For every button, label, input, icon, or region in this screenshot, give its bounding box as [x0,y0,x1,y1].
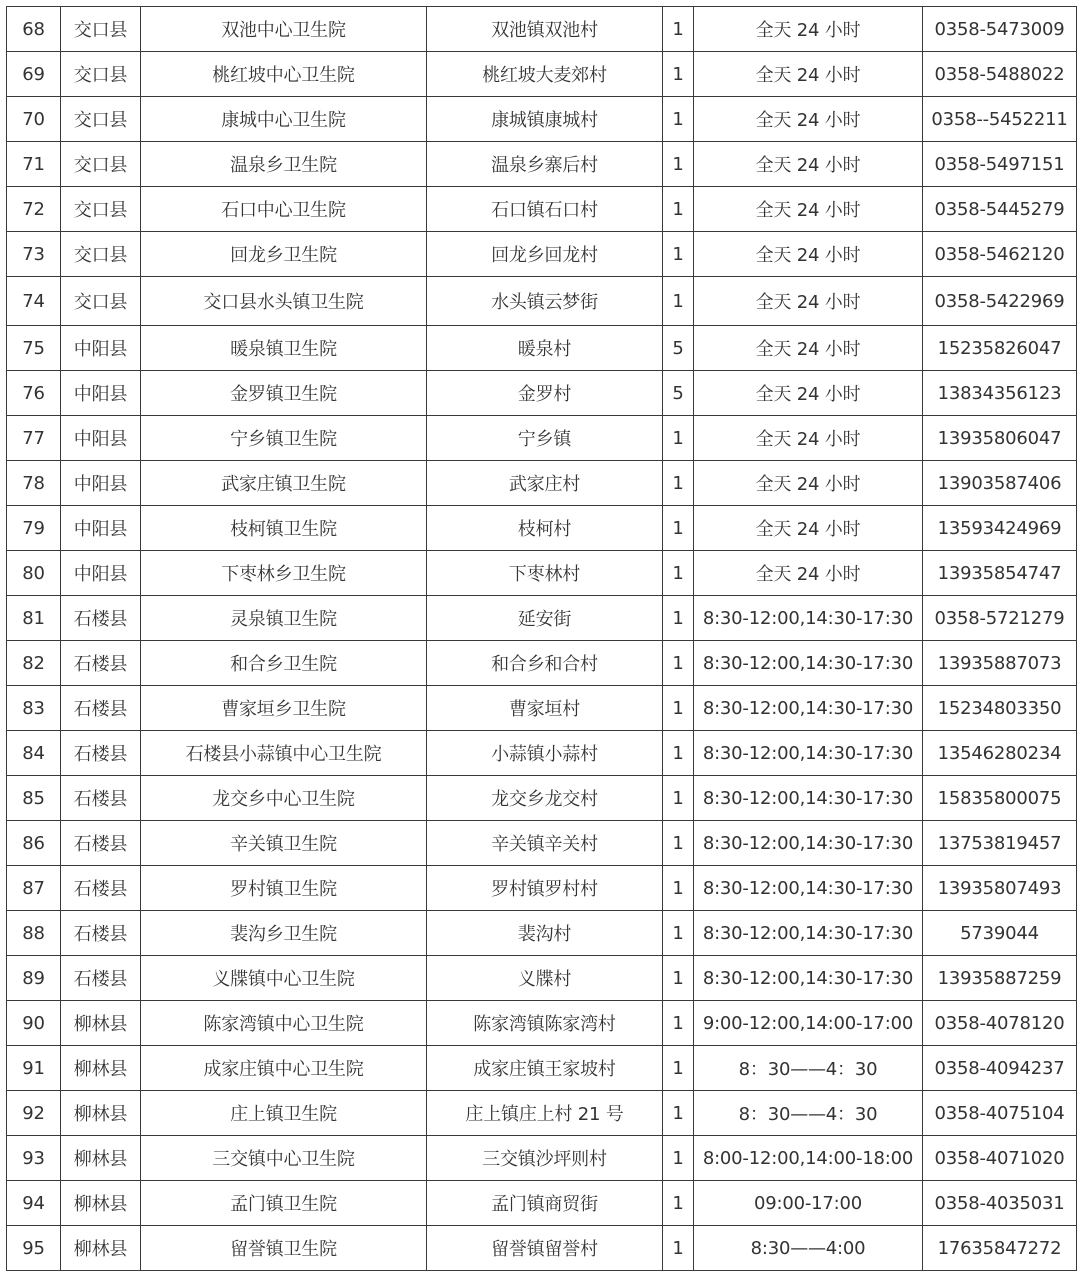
county-cell: 交口县 [61,97,141,142]
hours-cell: 全天 24 小时 [694,326,923,371]
clinic-name-cell: 龙交乡中心卫生院 [141,776,427,821]
table-row [7,821,1077,866]
row-number: 87 [7,866,61,911]
county-cell: 中阳县 [61,371,141,416]
county-cell: 交口县 [61,277,141,326]
clinic-name-cell: 三交镇中心卫生院 [141,1136,427,1181]
address-cell: 曹家垣村 [427,686,663,731]
county-cell: 中阳县 [61,551,141,596]
county-cell: 交口县 [61,7,141,52]
row-number: 80 [7,551,61,596]
row-number: 95 [7,1226,61,1271]
clinic-name-cell: 武家庄镇卫生院 [141,461,427,506]
hours-cell: 8:30-12:00,14:30-17:30 [694,866,923,911]
phone-cell: 0358-4078120 [923,1001,1077,1046]
hours-cell: 8:30-12:00,14:30-17:30 [694,686,923,731]
count-cell: 1 [663,956,694,1001]
clinic-name-cell: 桃红坡中心卫生院 [141,52,427,97]
county-cell: 石楼县 [61,641,141,686]
phone-cell: 0358-4075104 [923,1091,1077,1136]
clinic-name-cell: 宁乡镇卫生院 [141,416,427,461]
row-number: 68 [7,7,61,52]
address-cell: 裴沟村 [427,911,663,956]
county-cell: 石楼县 [61,866,141,911]
count-cell: 5 [663,371,694,416]
address-cell: 金罗村 [427,371,663,416]
clinic-name-cell: 辛关镇卫生院 [141,821,427,866]
hours-cell: 全天 24 小时 [694,97,923,142]
county-cell: 中阳县 [61,416,141,461]
table-row [7,371,1077,416]
table-row [7,1001,1077,1046]
table-row [7,7,1077,52]
row-number: 70 [7,97,61,142]
phone-cell: 0358-5462120 [923,232,1077,277]
hours-cell: 8:30-12:00,14:30-17:30 [694,821,923,866]
county-cell: 交口县 [61,142,141,187]
clinic-name-cell: 灵泉镇卫生院 [141,596,427,641]
address-cell: 义牒村 [427,956,663,1001]
count-cell: 1 [663,187,694,232]
clinic-name-cell: 金罗镇卫生院 [141,371,427,416]
phone-cell: 13935887259 [923,956,1077,1001]
row-number: 69 [7,52,61,97]
table-row [7,506,1077,551]
phone-cell: 0358--5452211 [923,97,1077,142]
table-row [7,1046,1077,1091]
county-cell: 柳林县 [61,1001,141,1046]
address-cell: 温泉乡寨后村 [427,142,663,187]
hours-cell: 8:30-12:00,14:30-17:30 [694,911,923,956]
address-cell: 桃红坡大麦郊村 [427,52,663,97]
table-row [7,641,1077,686]
table-row [7,956,1077,1001]
hours-cell: 8：30——4：30 [694,1046,923,1091]
table-row [7,776,1077,821]
county-cell: 柳林县 [61,1181,141,1226]
count-cell: 1 [663,506,694,551]
address-cell: 武家庄村 [427,461,663,506]
table-row [7,551,1077,596]
clinic-name-cell: 康城中心卫生院 [141,97,427,142]
count-cell: 1 [663,821,694,866]
hours-cell: 8:30-12:00,14:30-17:30 [694,641,923,686]
row-number: 94 [7,1181,61,1226]
table-row [7,97,1077,142]
address-cell: 罗村镇罗村村 [427,866,663,911]
county-cell: 石楼县 [61,776,141,821]
address-cell: 双池镇双池村 [427,7,663,52]
table-row [7,416,1077,461]
count-cell: 1 [663,1046,694,1091]
address-cell: 孟门镇商贸街 [427,1181,663,1226]
row-number: 90 [7,1001,61,1046]
clinic-name-cell: 枝柯镇卫生院 [141,506,427,551]
address-cell: 枝柯村 [427,506,663,551]
hours-cell: 全天 24 小时 [694,142,923,187]
hours-cell: 8:30-12:00,14:30-17:30 [694,731,923,776]
phone-cell: 13903587406 [923,461,1077,506]
address-cell: 水头镇云梦街 [427,277,663,326]
address-cell: 成家庄镇王家坡村 [427,1046,663,1091]
hours-cell: 全天 24 小时 [694,232,923,277]
county-cell: 石楼县 [61,956,141,1001]
county-cell: 交口县 [61,232,141,277]
count-cell: 1 [663,52,694,97]
clinic-table-body [7,7,1077,1271]
clinic-name-cell: 下枣林乡卫生院 [141,551,427,596]
hours-cell: 09:00-17:00 [694,1181,923,1226]
row-number: 71 [7,142,61,187]
hours-cell: 8:30-12:00,14:30-17:30 [694,596,923,641]
county-cell: 石楼县 [61,731,141,776]
clinic-name-cell: 交口县水头镇卫生院 [141,277,427,326]
clinic-table-container [6,6,1076,1271]
row-number: 91 [7,1046,61,1091]
table-row [7,1181,1077,1226]
count-cell: 1 [663,731,694,776]
address-cell: 三交镇沙坪则村 [427,1136,663,1181]
county-cell: 柳林县 [61,1091,141,1136]
hours-cell: 8:30-12:00,14:30-17:30 [694,956,923,1001]
table-row [7,1091,1077,1136]
county-cell: 交口县 [61,187,141,232]
address-cell: 康城镇康城村 [427,97,663,142]
address-cell: 庄上镇庄上村 21 号 [427,1091,663,1136]
phone-cell: 0358-5497151 [923,142,1077,187]
count-cell: 1 [663,911,694,956]
count-cell: 1 [663,142,694,187]
count-cell: 1 [663,232,694,277]
phone-cell: 0358-4035031 [923,1181,1077,1226]
county-cell: 交口县 [61,52,141,97]
table-row [7,911,1077,956]
county-cell: 中阳县 [61,326,141,371]
count-cell: 1 [663,416,694,461]
phone-cell: 13935887073 [923,641,1077,686]
phone-cell: 13593424969 [923,506,1077,551]
count-cell: 1 [663,686,694,731]
phone-cell: 13834356123 [923,371,1077,416]
county-cell: 石楼县 [61,596,141,641]
row-number: 92 [7,1091,61,1136]
hours-cell: 全天 24 小时 [694,7,923,52]
count-cell: 1 [663,641,694,686]
address-cell: 延安街 [427,596,663,641]
clinic-name-cell: 陈家湾镇中心卫生院 [141,1001,427,1046]
address-cell: 辛关镇辛关村 [427,821,663,866]
hours-cell: 全天 24 小时 [694,277,923,326]
count-cell: 1 [663,7,694,52]
county-cell: 柳林县 [61,1226,141,1271]
count-cell: 1 [663,461,694,506]
phone-cell: 15835800075 [923,776,1077,821]
address-cell: 留誉镇留誉村 [427,1226,663,1271]
hours-cell: 8:30——4:00 [694,1226,923,1271]
count-cell: 1 [663,97,694,142]
phone-cell: 13546280234 [923,731,1077,776]
phone-cell: 0358-5488022 [923,52,1077,97]
row-number: 81 [7,596,61,641]
hours-cell: 8：30——4：30 [694,1091,923,1136]
row-number: 88 [7,911,61,956]
count-cell: 1 [663,1091,694,1136]
count-cell: 1 [663,277,694,326]
phone-cell: 17635847272 [923,1226,1077,1271]
row-number: 73 [7,232,61,277]
hours-cell: 全天 24 小时 [694,371,923,416]
count-cell: 1 [663,596,694,641]
phone-cell: 13935806047 [923,416,1077,461]
table-row [7,731,1077,776]
phone-cell: 15234803350 [923,686,1077,731]
row-number: 84 [7,731,61,776]
clinic-name-cell: 成家庄镇中心卫生院 [141,1046,427,1091]
address-cell: 小蒜镇小蒜村 [427,731,663,776]
count-cell: 1 [663,866,694,911]
table-row [7,142,1077,187]
count-cell: 5 [663,326,694,371]
row-number: 83 [7,686,61,731]
count-cell: 1 [663,1136,694,1181]
clinic-name-cell: 石楼县小蒜镇中心卫生院 [141,731,427,776]
table-row [7,596,1077,641]
table-row [7,686,1077,731]
county-cell: 石楼县 [61,821,141,866]
clinic-table [6,6,1077,1271]
clinic-name-cell: 罗村镇卫生院 [141,866,427,911]
table-row [7,232,1077,277]
table-row [7,1136,1077,1181]
clinic-name-cell: 暖泉镇卫生院 [141,326,427,371]
county-cell: 中阳县 [61,506,141,551]
address-cell: 下枣林村 [427,551,663,596]
phone-cell: 0358-5445279 [923,187,1077,232]
row-number: 85 [7,776,61,821]
hours-cell: 8:00-12:00,14:00-18:00 [694,1136,923,1181]
phone-cell: 0358-4094237 [923,1046,1077,1091]
count-cell: 1 [663,1181,694,1226]
hours-cell: 全天 24 小时 [694,551,923,596]
row-number: 79 [7,506,61,551]
hours-cell: 8:30-12:00,14:30-17:30 [694,776,923,821]
clinic-name-cell: 曹家垣乡卫生院 [141,686,427,731]
clinic-name-cell: 和合乡卫生院 [141,641,427,686]
clinic-name-cell: 裴沟乡卫生院 [141,911,427,956]
address-cell: 回龙乡回龙村 [427,232,663,277]
row-number: 78 [7,461,61,506]
hours-cell: 全天 24 小时 [694,461,923,506]
row-number: 86 [7,821,61,866]
row-number: 89 [7,956,61,1001]
hours-cell: 全天 24 小时 [694,416,923,461]
phone-cell: 13753819457 [923,821,1077,866]
phone-cell: 13935807493 [923,866,1077,911]
row-number: 76 [7,371,61,416]
clinic-name-cell: 双池中心卫生院 [141,7,427,52]
table-row [7,1226,1077,1271]
row-number: 74 [7,277,61,326]
phone-cell: 15235826047 [923,326,1077,371]
county-cell: 石楼县 [61,911,141,956]
county-cell: 石楼县 [61,686,141,731]
clinic-name-cell: 石口中心卫生院 [141,187,427,232]
address-cell: 龙交乡龙交村 [427,776,663,821]
count-cell: 1 [663,1226,694,1271]
row-number: 82 [7,641,61,686]
phone-cell: 0358-5473009 [923,7,1077,52]
county-cell: 柳林县 [61,1046,141,1091]
table-row [7,461,1077,506]
address-cell: 陈家湾镇陈家湾村 [427,1001,663,1046]
address-cell: 和合乡和合村 [427,641,663,686]
clinic-name-cell: 庄上镇卫生院 [141,1091,427,1136]
county-cell: 柳林县 [61,1136,141,1181]
table-row [7,277,1077,326]
phone-cell: 13935854747 [923,551,1077,596]
hours-cell: 全天 24 小时 [694,52,923,97]
count-cell: 1 [663,551,694,596]
count-cell: 1 [663,1001,694,1046]
clinic-name-cell: 温泉乡卫生院 [141,142,427,187]
hours-cell: 9:00-12:00,14:00-17:00 [694,1001,923,1046]
row-number: 77 [7,416,61,461]
phone-cell: 5739044 [923,911,1077,956]
clinic-name-cell: 回龙乡卫生院 [141,232,427,277]
clinic-name-cell: 义牒镇中心卫生院 [141,956,427,1001]
table-row [7,866,1077,911]
county-cell: 中阳县 [61,461,141,506]
row-number: 72 [7,187,61,232]
row-number: 93 [7,1136,61,1181]
hours-cell: 全天 24 小时 [694,506,923,551]
address-cell: 石口镇石口村 [427,187,663,232]
row-number: 75 [7,326,61,371]
phone-cell: 0358-4071020 [923,1136,1077,1181]
hours-cell: 全天 24 小时 [694,187,923,232]
phone-cell: 0358-5721279 [923,596,1077,641]
clinic-name-cell: 孟门镇卫生院 [141,1181,427,1226]
table-row [7,326,1077,371]
phone-cell: 0358-5422969 [923,277,1077,326]
count-cell: 1 [663,776,694,821]
address-cell: 宁乡镇 [427,416,663,461]
table-row [7,52,1077,97]
table-row [7,187,1077,232]
clinic-name-cell: 留誉镇卫生院 [141,1226,427,1271]
address-cell: 暖泉村 [427,326,663,371]
